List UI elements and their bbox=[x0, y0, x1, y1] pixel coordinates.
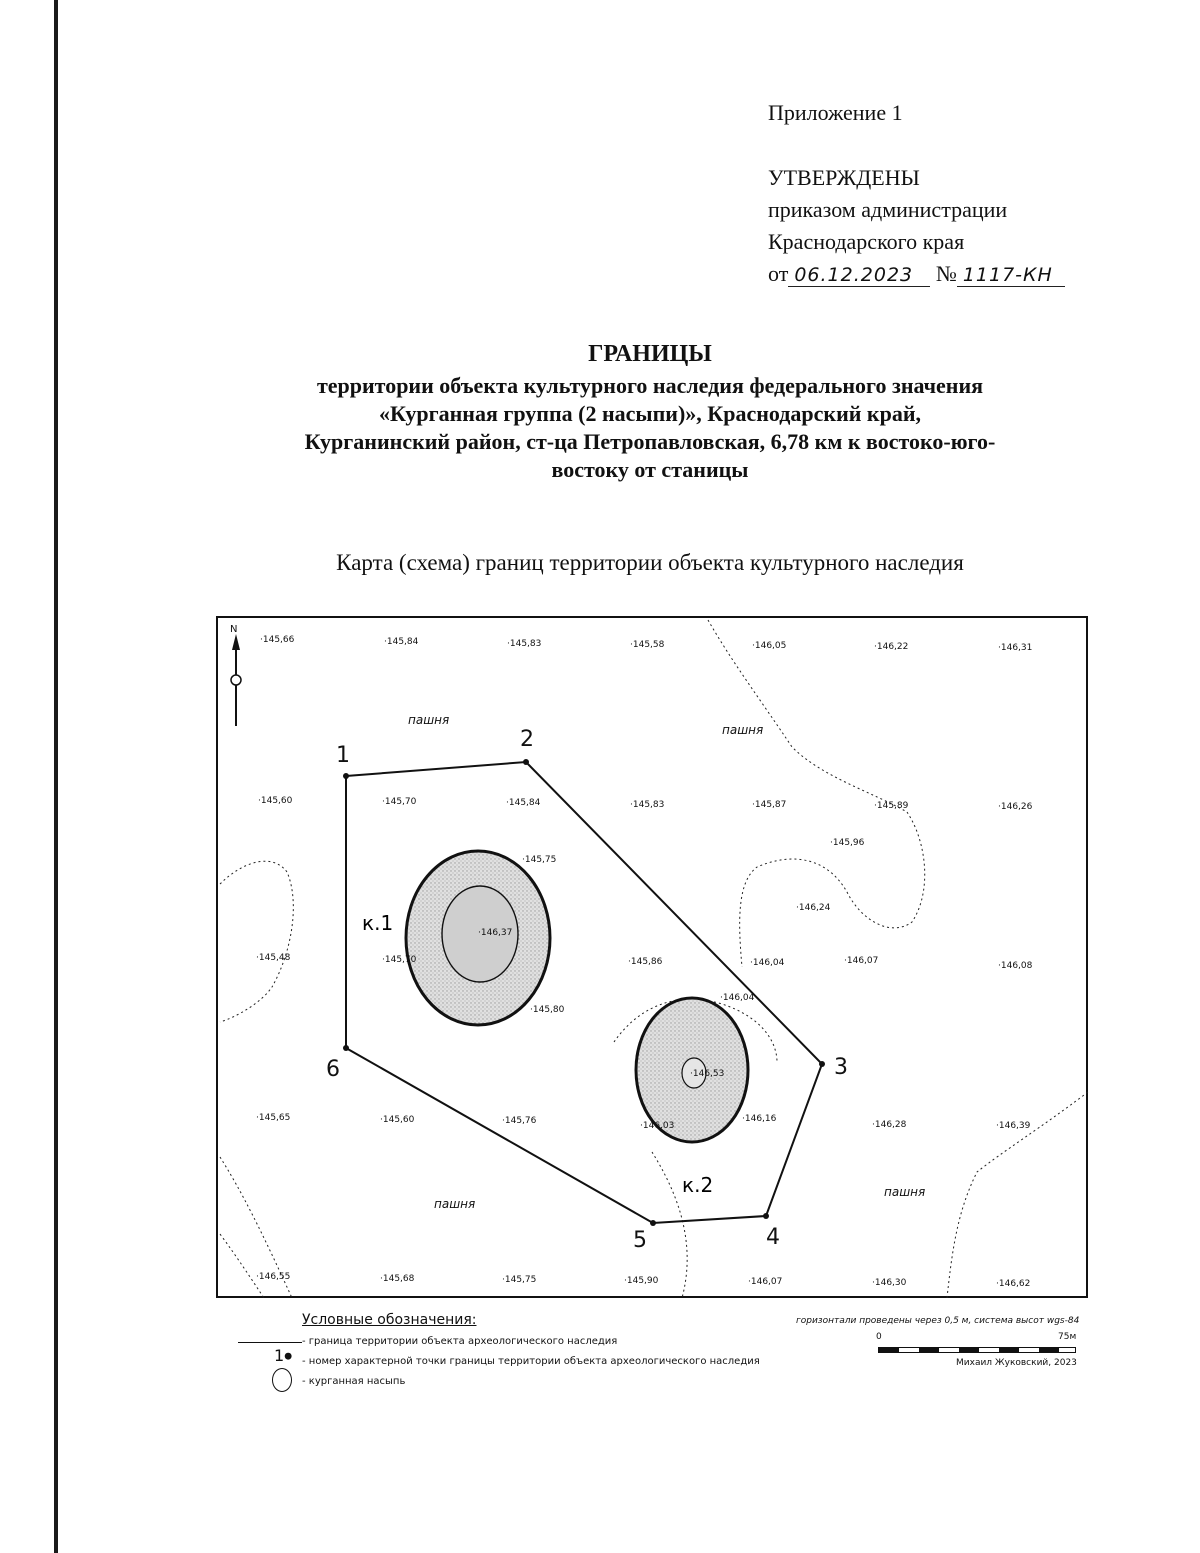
north-arrow-icon bbox=[230, 624, 241, 726]
date-prefix: от bbox=[768, 261, 789, 286]
elevation-mark: ·145,70 bbox=[382, 797, 417, 807]
scale-bar-icon bbox=[878, 1347, 1076, 1353]
elevation-mark: ·146,22 bbox=[874, 642, 909, 652]
approval-block bbox=[768, 162, 1065, 290]
elevation-mark: ·146,16 bbox=[742, 1114, 777, 1124]
elevation-mark: ·146,04 bbox=[750, 958, 785, 968]
elevation-mark: ·145,58 bbox=[630, 640, 665, 650]
kurgan-1-label: к.1 bbox=[362, 911, 394, 935]
map-legend bbox=[216, 1312, 1096, 1392]
scale-start: 0 bbox=[876, 1332, 882, 1342]
elevation-mark: ·145,48 bbox=[256, 953, 291, 963]
elevation-mark: ·145,96 bbox=[830, 838, 865, 848]
mound-icon bbox=[272, 1368, 292, 1392]
elevation-mark: ·146,07 bbox=[748, 1277, 783, 1287]
kurgan-1 bbox=[406, 851, 550, 1025]
contour-ne bbox=[708, 620, 925, 967]
elevation-mark: ·145,84 bbox=[384, 637, 419, 647]
elevation-mark: ·146,37 bbox=[478, 928, 513, 938]
field-label-sw: пашня bbox=[434, 1197, 476, 1211]
boundary-point-2 bbox=[523, 759, 529, 765]
elevation-mark: ·146,31 bbox=[998, 643, 1033, 653]
field-label-nw: пашня bbox=[408, 713, 450, 727]
elevation-mark: ·146,03 bbox=[640, 1121, 675, 1131]
legend-mound: - курганная насыпь bbox=[302, 1376, 406, 1387]
elevation-mark: ·146,05 bbox=[752, 641, 787, 651]
approval-date-line bbox=[768, 258, 1065, 290]
boundary-point-5 bbox=[650, 1220, 656, 1226]
elevation-mark: ·145,66 bbox=[260, 635, 295, 645]
elevation-mark: ·145,84 bbox=[506, 798, 541, 808]
elevation-mark: ·145,83 bbox=[507, 639, 542, 649]
title-line3: Курганинский район, ст-ца Петропавловская, 6,78 км к востоко-юго- bbox=[304, 429, 996, 454]
appendix-label: Приложение 1 bbox=[768, 100, 903, 125]
field-label-ne: пашня bbox=[722, 723, 764, 737]
boundary-point-number: 5 bbox=[633, 1228, 647, 1253]
elevation-mark: ·146,04 bbox=[720, 993, 755, 1003]
number-prefix: № bbox=[935, 261, 957, 286]
boundary-point-number: 1 bbox=[336, 743, 350, 768]
elevation-mark: ·146,24 bbox=[796, 903, 831, 913]
scale-end: 75м bbox=[1058, 1332, 1077, 1342]
elevation-mark: ·145,65 bbox=[256, 1113, 291, 1123]
elevation-mark: ·145,83 bbox=[630, 800, 665, 810]
boundary-point-number: 3 bbox=[834, 1055, 848, 1080]
date-value: 06.12.2023 bbox=[788, 264, 930, 287]
elevation-mark: ·146,30 bbox=[872, 1278, 907, 1288]
boundary-point-6 bbox=[343, 1045, 349, 1051]
legend-boundary: - граница территории объекта археологического наследия bbox=[302, 1336, 618, 1347]
elevation-mark: ·146,62 bbox=[996, 1279, 1031, 1289]
elevation-mark: ·145,89 bbox=[874, 801, 909, 811]
elevation-mark: ·146,39 bbox=[996, 1121, 1031, 1131]
legend-point-sample: 1 bbox=[274, 1346, 285, 1365]
boundary-point-number: 6 bbox=[326, 1057, 340, 1082]
field-label-se: пашня bbox=[884, 1185, 926, 1199]
boundary-point-3 bbox=[819, 1061, 825, 1067]
approved-title: УТВЕРЖДЕНЫ bbox=[768, 165, 920, 190]
elevation-mark: ·145,86 bbox=[628, 957, 663, 967]
elevation-mark: ·146,53 bbox=[690, 1069, 725, 1079]
document-title bbox=[160, 340, 1140, 484]
boundary-map bbox=[216, 616, 1088, 1298]
elevation-mark: ·145,70 bbox=[382, 955, 417, 965]
elevation-mark: ·145,87 bbox=[752, 800, 787, 810]
contour-w bbox=[220, 861, 293, 1022]
elevation-mark: ·145,80 bbox=[530, 1005, 565, 1015]
boundary-point-4 bbox=[763, 1213, 769, 1219]
approved-line1: приказом администрации bbox=[768, 197, 1008, 222]
elevation-mark: ·146,55 bbox=[256, 1272, 291, 1282]
elevation-mark: ·145,75 bbox=[502, 1275, 537, 1285]
legend-title: Условные обозначения: bbox=[302, 1312, 477, 1328]
legend-point: - номер характерной точки границы территории объекта археологического наследия bbox=[302, 1356, 760, 1367]
elevation-mark: ·145,90 bbox=[624, 1276, 659, 1286]
elevation-mark: ·145,68 bbox=[380, 1274, 415, 1284]
elevation-mark: ·145,75 bbox=[522, 855, 557, 865]
contour-sw2 bbox=[220, 1234, 264, 1298]
number-value: 1117-КН bbox=[957, 264, 1065, 287]
elevation-mark: ·146,28 bbox=[872, 1120, 907, 1130]
contours-note: горизонтали проведены через 0,5 м, система высот wgs-84 bbox=[796, 1316, 1080, 1326]
elevation-mark: ·146,08 bbox=[998, 961, 1033, 971]
elevation-mark: ·145,60 bbox=[258, 796, 293, 806]
kurgan-2-label: к.2 bbox=[682, 1173, 714, 1197]
elevation-mark: ·146,07 bbox=[844, 956, 879, 966]
elevation-mark: ·145,60 bbox=[380, 1115, 415, 1125]
elevation-mark: ·146,26 bbox=[998, 802, 1033, 812]
boundary-point-number: 4 bbox=[766, 1225, 780, 1250]
title-main: ГРАНИЦЫ bbox=[588, 341, 712, 367]
point-number-icon: 1● bbox=[274, 1346, 293, 1365]
map-caption: Карта (схема) границ территории объекта культурного наследия bbox=[336, 550, 964, 575]
title-line1: территории объекта культурного наследия федерального значения bbox=[316, 373, 984, 398]
scan-edge bbox=[54, 0, 58, 1553]
elevation-mark: ·145,76 bbox=[502, 1116, 537, 1126]
boundary-point-number: 2 bbox=[520, 727, 534, 752]
map-author: Михаил Жуковский, 2023 bbox=[956, 1358, 1077, 1368]
boundary-line-icon bbox=[238, 1342, 302, 1343]
title-line4: востоку от станицы bbox=[551, 457, 749, 482]
boundary-point-1 bbox=[343, 773, 349, 779]
map-canvas bbox=[218, 618, 1090, 1300]
approved-line2: Краснодарского края bbox=[768, 229, 965, 254]
title-line2: «Курганная группа (2 насыпи)», Краснодарский край, bbox=[378, 401, 922, 426]
north-label: N bbox=[230, 624, 238, 635]
